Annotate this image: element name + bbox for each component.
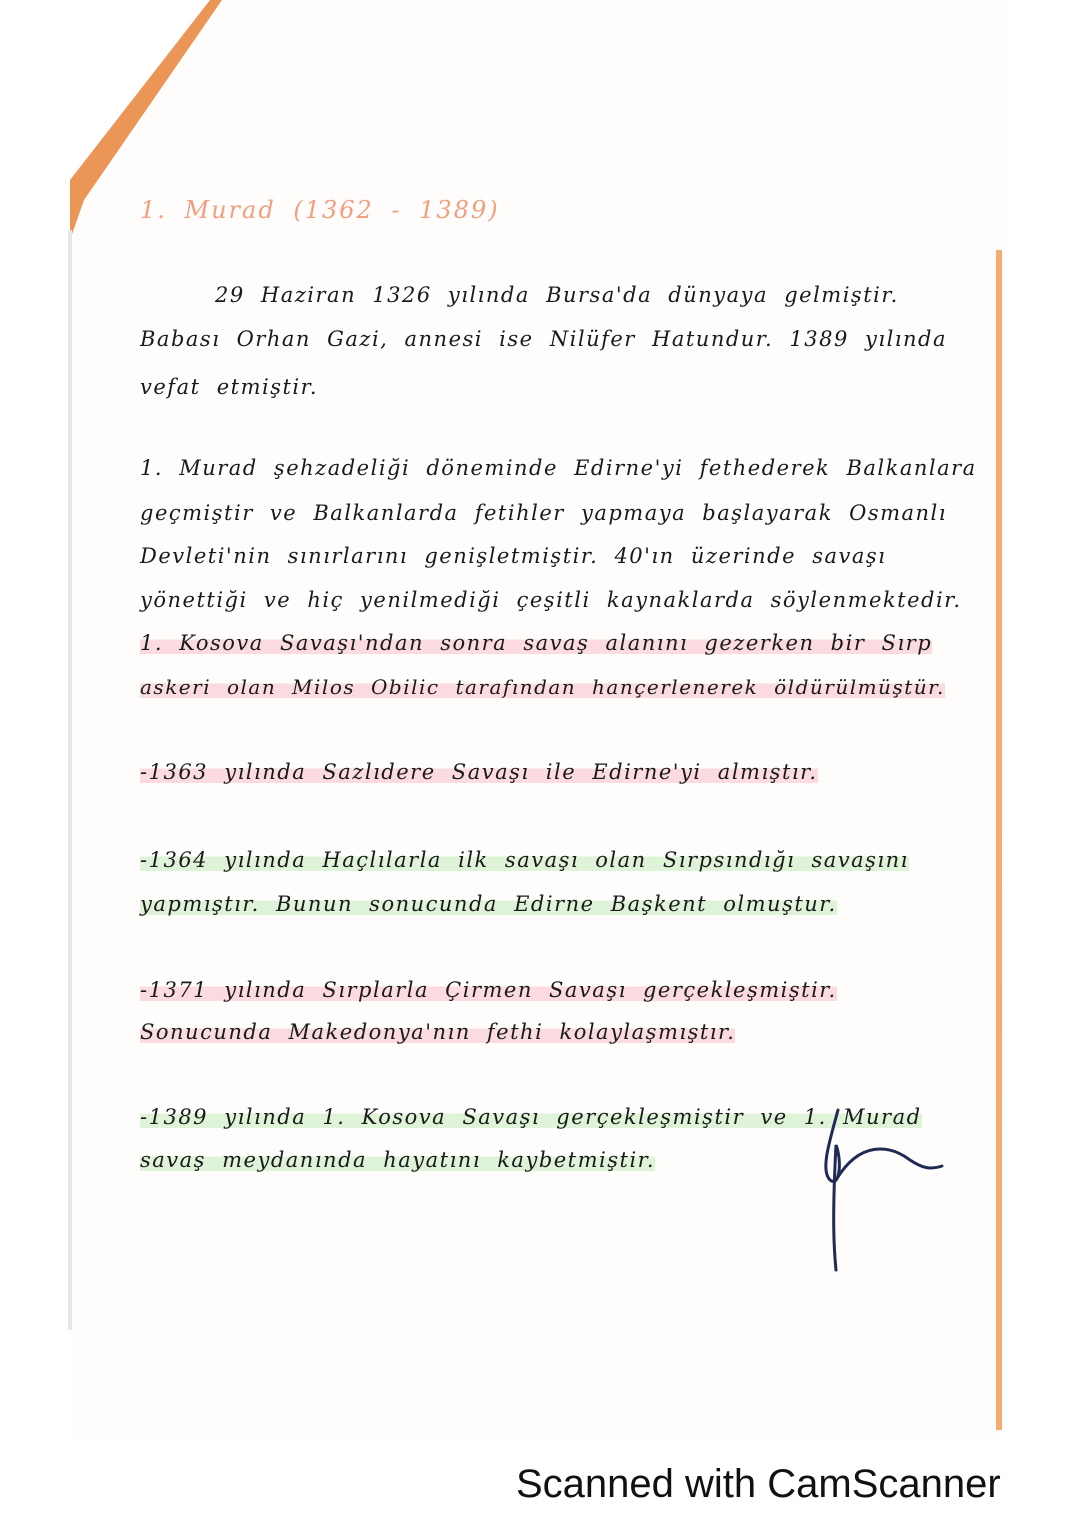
intro-line: 29 Haziran 1326 yılında Bursa'da dünyaya gelmiştir. xyxy=(215,283,899,307)
event-1389-line: savaş meydanında hayatını kaybetmiştir. xyxy=(140,1148,656,1172)
paragraph-line: 1. Murad şehzadeliği döneminde Edirne'yi fethederek Balkanlara xyxy=(140,456,977,480)
page-left-shadow xyxy=(68,230,72,1330)
signature-stroke xyxy=(800,1100,960,1290)
event-1363-line: -1363 yılında Sazlıdere Savaşı ile Edirne'yi almıştır. xyxy=(140,760,818,784)
event-1389-line: -1389 yılında 1. Kosova Savaşı gerçekleşmiştir ve 1. Murad xyxy=(140,1105,922,1129)
scanner-watermark: Scanned with CamScanner xyxy=(516,1462,1001,1506)
paragraph-line: yönettiği ve hiç yenilmediği çeşitli kaynaklarda söylenmektedir. xyxy=(140,588,962,612)
paragraph-line-highlighted: askeri olan Milos Obilic tarafından hançerlenerek öldürülmüştür. xyxy=(140,675,945,699)
paragraph-line: Devleti'nin sınırlarını genişletmiştir. 40'ın üzerinde savaşı xyxy=(140,544,887,568)
page-right-edge xyxy=(996,250,1002,1430)
intro-line: vefat etmiştir. xyxy=(140,375,319,399)
event-1364-line: -1364 yılında Haçlılarla ilk savaşı olan Sırpsındığı savaşını xyxy=(140,848,909,872)
paragraph-line: geçmiştir ve Balkanlarda fetihler yapmaya başlayarak Osmanlı xyxy=(140,501,947,525)
event-1371-line: Sonucunda Makedonya'nın fethi kolaylaşmıştır. xyxy=(140,1020,736,1044)
event-1371-line: -1371 yılında Sırplarla Çirmen Savaşı gerçekleşmiştir. xyxy=(140,978,837,1002)
page-title: 1. Murad (1362 - 1389) xyxy=(140,196,500,224)
event-1364-line: yapmıştır. Bunun sonucunda Edirne Başkent olmuştur. xyxy=(140,892,837,916)
paragraph-line-highlighted: 1. Kosova Savaşı'ndan sonra savaş alanını gezerken bir Sırp xyxy=(140,631,933,655)
intro-line: Babası Orhan Gazi, annesi ise Nilüfer Hatundur. 1389 yılında xyxy=(140,327,948,351)
